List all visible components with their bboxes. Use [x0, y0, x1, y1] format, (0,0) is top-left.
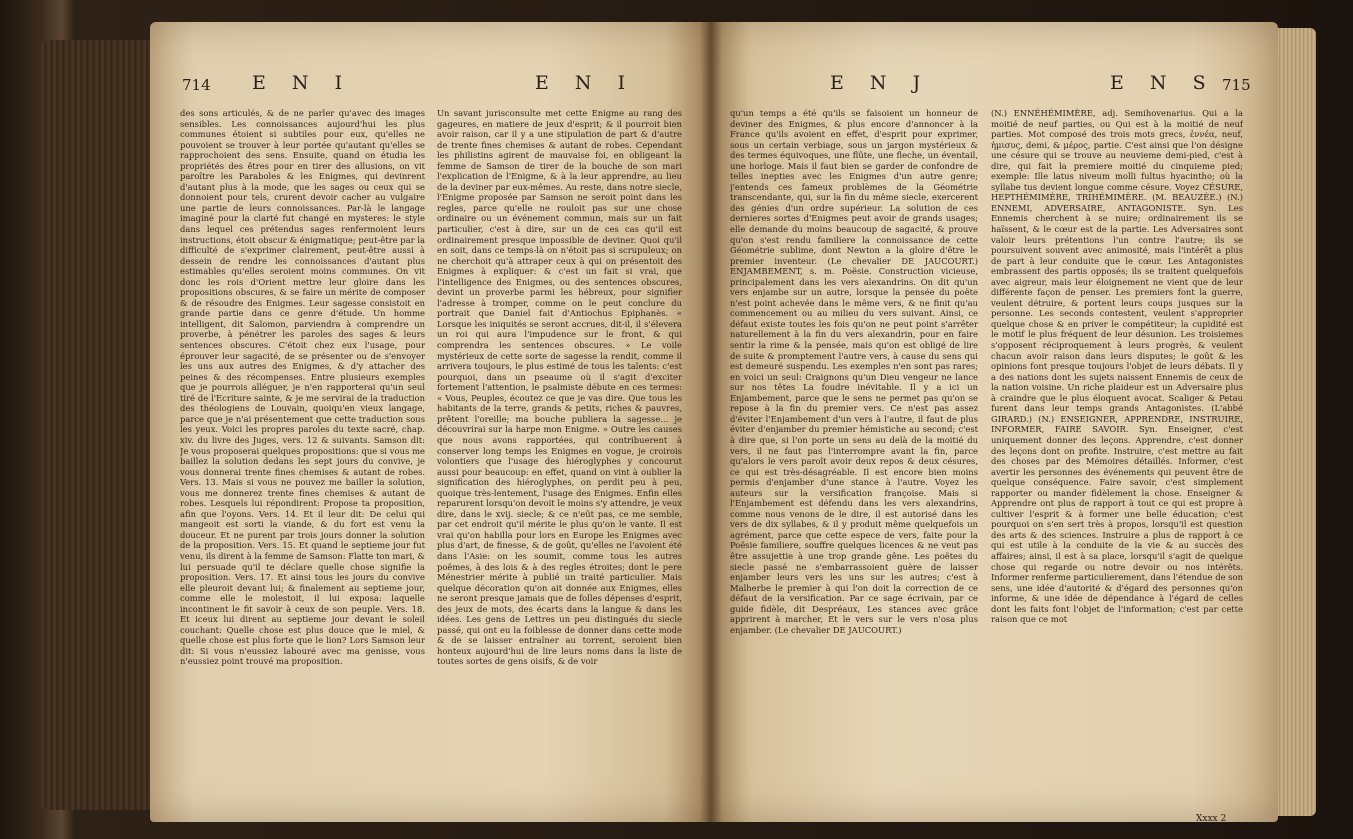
right-header-word-2: E N S — [1110, 72, 1216, 94]
right-column-2 — [991, 108, 1243, 812]
left-page-number: 714 — [182, 76, 211, 94]
right-page-header — [710, 70, 1278, 100]
left-column-1 — [180, 108, 425, 812]
left-header-word: E N I — [252, 72, 353, 94]
left-column-1-text: des sons articulés, & de ne parler qu'avec des images sensibles. Les connoissances aujourd'hui les plus communes étoient si subtiles pour eux, qu'elles ne pouvoient se trouver à leur portée qu'autant qu'elles se rapprochoient des sens. Ensuite, quand on étudia les propriétés des êtres pour en tirer des allusions, on vit paroître les Paraboles & les Enigmes, qui devinrent d'autant plus à la mode, que les sages ou ceux qui se donnoient pour tels, crurent devoir cacher au vulgaire une partie de leurs connoissances. Par-là le langage imaginé pour la clarté fut changé en mysteres: le style dans lequel ces prétendus sages renfermoient leurs instructions, étoit obscur & énigmatique; peut-être par la difficulté de s'exprimer clairement, peut-être aussi à dessein de rendre les connoissances d'autant plus estimables qu'elles seroient moins communes. On vit donc les rois d'Orient mettre leur gloire dans les propositions obscures, & se faire un mérite de composer & de résoudre des Enigmes. Leur sagesse consistoit en grande partie dans ce genre d'étude. Un homme intelligent, dit Salomon, parviendra à comprendre un proverbe, à pénétrer les paroles des sages & leurs sentences obscures. C'étoit chez eux l'usage, pour éprouver leur sagacité, de se présenter ou de s'envoyer les uns aux autres des Enigmes, & d'y attacher des peines & des récompenses. Entre plusieurs exemples que je pourrois alléguer, je n'en rapporterai qu'un seul tiré de l'Ecriture sainte, & je me servirai de la traduction des théologiens de Louvain, quoiqu'en vieux langage, parce que je n'ai présentement que cette traduction sous les yeux. Voici les propres paroles du texte sacré, chap. xiv. du livre des Juges, vers. 12 & suivants. Samson dit: Je vous proposerai quelques propositions: que si vous me baillez la solution dedans les sept jours du convive, je vous donnerai trente fines chemises & autant de robes. Vers. 13. Mais si vous ne pouvez me bailler la solution, vous me donnerez trente fines chemises & autant de robes. Lesquels lui répondirent: Propose ta proposition, afin que l'oyons. Vers. 14. Et il leur dit: De celui qui mangeoit est sorti la viande, & du fort est venu la douceur. Et ne purent par trois jours donner la solution de la proposition. Vers. 15. Et quand le septieme jour fut venu, ils dirent à la femme de Samson: Flatte ton mari, & lui persuade qu'il te déclare quelle chose signifie la proposition. Vers. 17. Et ainsi tous les jours du convive elle pleuroit devant lui; & finalement au septieme jour, comme elle le molestoit, il lui exposa: laquelle incontinent le fit savoir à ceux de son peuple. Vers. 18. Et iceux lui dirent au septieme jour devant le soleil couchant: Quelle chose est plus douce que le miel, & quelle chose est plus forte que le lion? Lors Samson leur dit: Si vous n'eussiez labouré avec ma genisse, vous n'eussiez point trouvé ma proposition. — [180, 108, 425, 667]
left-column-2 — [437, 108, 682, 812]
right-page — [710, 22, 1278, 822]
left-column-2-text: Un savant jurisconsulte met cette Enigme au rang des gageures, en matiere de jeux d'esprit; & il pourroit bien avoir raison, car il y a une stipulation de part & d'autre de trente fines chemises & autant de robes. Cependant les philistins agirent de mauvaise foi, en obligeant la femme de Samson de tirer de la bouche de son mari l'explication de l'Enigme, & à la leur apprendre, au lieu de la deviner par eux-mêmes. Au reste, dans notre siecle, l'Enigme proposée par Samson ne seroit point dans les regles, parce qu'elle ne rouloit pas sur une chose ordinaire ou un événement commun, mais sur un fait particulier, c'est à dire, sur un de ces cas qu'il est ordinairement presque impossible de deviner. Quoi qu'il en soit, dans ce temps-là on n'étoit pas si scrupuleux; on ne cherchoit qu'à attraper ceux à qui on présentoit des Enigmes à expliquer: & c'est un fait si vrai, que l'intelligence des Enigmes, ou des sentences obscures, devint un proverbe parmi les hébreux, pour signifier l'adresse à tromper, comme on le peut conclure du portrait que Daniel fait d'Antiochus Epiphanès. « Lorsque les iniquités se seront accrues, dit-il, il s'élevera un roi qui aura l'impudence sur le front, & qui comprendra les sentences obscures. » Le voile mystérieux de cette sorte de sagesse la rendit, comme il arrivera toujours, le plus estimé de tous les talents: c'est pourquoi, dans un pseaume où il s'agit d'exciter fortement l'attention, le psalmiste débute en ces termes: « Vous, Peuples, écoutez ce que je vas dire. Que tous les habitants de la terre, grands & petits, riches & pauvres, prêtent l'oreille; ma bouche publiera la sagesse... je découvrirai sur la harpe mon Enigme. » Outre les causes que nous avons rapportées, qui contribuerent à conserver long temps les Enigmes en vogue, je croirois volontiers que l'usage des hiéroglyphes y concourut aussi pour beaucoup: en effet, quand on vint à oublier la signification des hiéroglyphes, on perdit peu à peu, quoique très-lentement, l'usage des Enigmes. Enfin elles reparurent lorsqu'on devoit le moins s'y attendre, je veux dire, dans le xvij. siecle; & ce n'eût pas, ce me semble, par cet endroit qu'il mérite le plus qu'on le vante. Il est vrai qu'on habilla pour lors en Europe les Enigmes avec plus d'art, de finesse, & de goût, qu'elles ne l'avoient été dans l'Asie: on les soumit, comme tous les autres poëmes, à des lois & à des regles étroites; dont le pere Ménestrier mérite à publié un traité particulier. Mais quelque décoration qu'on ait donnée aux Enigmes, elles ne seront presque jamais que de folles dépenses d'esprit, des jeux de mots, des écarts dans la langue & dans les idées. Les gens de Lettres un peu distingués du siecle passé, qui ont eu la foiblesse de donner dans cette mode & de se laisser entraîner au torrent, seroient bien honteux aujourd'hui de lire leurs noms dans la liste de toutes sortes de gens oisifs, & de voir — [437, 108, 682, 667]
left-page-header — [150, 70, 710, 100]
book-gutter — [700, 22, 722, 822]
right-column-1 — [730, 108, 978, 812]
right-page-number: 715 — [1222, 76, 1251, 94]
right-page-columns — [710, 108, 1278, 812]
left-header-word-2: E N I — [535, 72, 636, 94]
left-page — [150, 22, 710, 822]
left-page-columns — [150, 108, 710, 812]
signature-mark: Xxxx 2 — [1196, 814, 1227, 822]
right-column-1-text: qu'un temps a été qu'ils se faisoient un honneur de deviner des Enigmes, & plus encore d'annoncer à la France qu'ils avoient en effet, d'esprit pour exprimer, sous un certain verbiage, sous un jargon mystérieux & des termes équivoques, une flûte, une fleche, un éventail, une horloge. Mais il faut bien se garder de confondre de telles inepties avec les Enigmes d'un autre genre; j'entends ces fameux problèmes de la Géométrie transcendante, qui, sur la fin du même siecle, exercerent des génies d'un ordre supérieur. La solution de ces dernieres sortes d'Enigmes peut avoir de grands usages; elle demande du moins beaucoup de sagacité, & prouve qu'on s'est rendu familiere la connoissance de cette Géométrie sublime, dont Newton a la gloire d'être le premier inventeur. (Le chevalier DE JAUCOURT.) ENJAMBEMENT, s. m. Poësie. Construction vicieuse, principalement dans les vers alexandrins. On dit qu'un vers enjambe sur un autre, lorsque la pensée du poëte n'est point achevée dans le même vers, & ne finit qu'au commencement ou au milieu du vers suivant. Ainsi, ce défaut existe toutes les fois qu'on ne peut point s'arrêter naturellement à la fin du vers alexandrin, pour en faire sentir la rime & la pensée, mais qu'on est obligé de lire de suite & promptement l'autre vers, à cause du sens qui est demeuré suspendu. Les exemples n'en sont pas rares; en voici un seul: Craignons qu'un Dieu vengeur ne lance sur nos têtes La foudre inévitable. Il y a ici un Enjambement, parce que le sens ne permet pas qu'on se repose à la fin du premier vers. Ce n'est pas assez d'éviter l'Enjambement d'un vers à l'autre, il faut de plus éviter d'enjamber du premier hémistiche au second; c'est à dire que, si l'on porte un sens au delà de la moitié du vers, il ne faut pas l'interrompre avant la fin, parce qu'alors le vers paroît avoir deux repos & deux césures, ce qui est très-désagréable. Il est encore bien moins permis d'enjamber d'une stance à l'autre. Voyez les auteurs sur la versification françoise. Mais si l'Enjambement est défendu dans les vers alexandrins, comme nous venons de le dire, il est autorisé dans les vers de dix syllabes, & il y produit même quelquefois un agrément, parce que cette espece de vers, faite pour la Poësie familiere, souffre quelques licences & ne veut pas être assujettie à une trop grande gêne. Les poëtes du siecle passé ne s'embarrassoient guère de laisser enjamber leurs vers les uns sur les autres; c'est à Malherbe le premier à qui l'on doit la correction de ce défaut de la versification. Par ce sage écrivain, par ce guide fidèle, dit Despréaux, Les stances avec grâce apprirent à marcher, Et le vers sur le vers n'osa plus enjamber. (Le chevalier DE JAUCOURT.) — [730, 108, 978, 635]
book-right-edge — [1276, 28, 1316, 816]
right-header-word: E N J — [830, 72, 931, 94]
book-left-edge — [40, 40, 152, 810]
right-column-2-text: (N.) ENNÉHÉMIMÈRE, adj. Semihovenarius. Qui a la moitié de neuf parties, ou Qui est à la moitié de neuf parties. Mot composé des trois mots grecs, ἐννέα, neuf, ἡμισυς, demi, & μέρος, partie. C'est ainsi que l'on désigne une césure qui se trouve au neuvieme demi-pied, c'est à dire, qui fait la premiere moitié du cinquieme pied; exemple: Ille latus niveum molli fultus hyacintho; où la syllabe tus devient longue comme césure. Voyez CÉSURE, HEPTHÉMIMÈRE, TRIHÉMIMÈRE. (M. BEAUZÉE.) (N.) ENNEMI, ADVERSAIRE, ANTAGONISTE. Syn. Les Ennemis cherchent à se nuire; ordinairement ils se haïssent, & le cœur est de la partie. Les Adversaires sont valoir leurs prétentions l'un contre l'autre; ils se poursuivent souvent avec animosité, mais l'intérêt a plus de part à leur conduite que le cœur. Les Antagonistes embrassent des partis opposés; ils se traitent quelquefois avec aigreur, mais leur éloignement ne vient que de leur différente façon de penser. Les premiers font la guerre, veulent détruire, & portent leurs coups jusques sur la personne. Les seconds contestent, veulent s'approprier quelque chose & en priver le compétiteur; la cupidité est le motif le plus fréquent de leur désunion. Les troisiemes s'opposent réciproquement à leurs progrès, & veulent chacun avoir raison dans leurs disputes; le goût & les opinions font presque toujours l'objet de leurs débats. Il y a des nations dont les sujets naissent Ennemis de ceux de la nation voisine. Un riche plaideur est un Adversaire plus à craindre que le plus éloquent avocat. Scaliger & Petau furent dans leur temps grands Antagonistes. (L'abbé GIRARD.) (N.) ENSEIGNER, APPRENDRE, INSTRUIRE, INFORMER, FAIRE SAVOIR. Syn. Enseigner, c'est uniquement donner des leçons. Apprendre, c'est donner des leçons dont on profite. Instruire, c'est mettre au fait des choses par des Mémoires détaillés. Informer, c'est avertir les personnes des événements qui peuvent être de quelque conséquence. Faire savoir, c'est simplement rapporter ou mander fidèlement la chose. Enseigner & Apprendre ont plus de rapport à tout ce qui est propre à cultiver l'esprit & à former une belle éducation; c'est pourquoi on s'en sert très à propos, lorsqu'il est question des arts & des sciences. Instruire a plus de rapport à ce qui est utile à la conduite de la vie & au succès des affaires; ainsi, il est à sa place, lorsqu'il s'agit de quelque chose qui regarde ou notre devoir ou nos intérêts. Informer renferme particulierement, dans l'étendue de son sens, une idée d'autorité & d'égard des personnes qu'on informe, & une idée de dépendance à l'égard de celles dont les faits font l'objet de l'information; c'est par cette raison que ce mot — [991, 108, 1243, 625]
